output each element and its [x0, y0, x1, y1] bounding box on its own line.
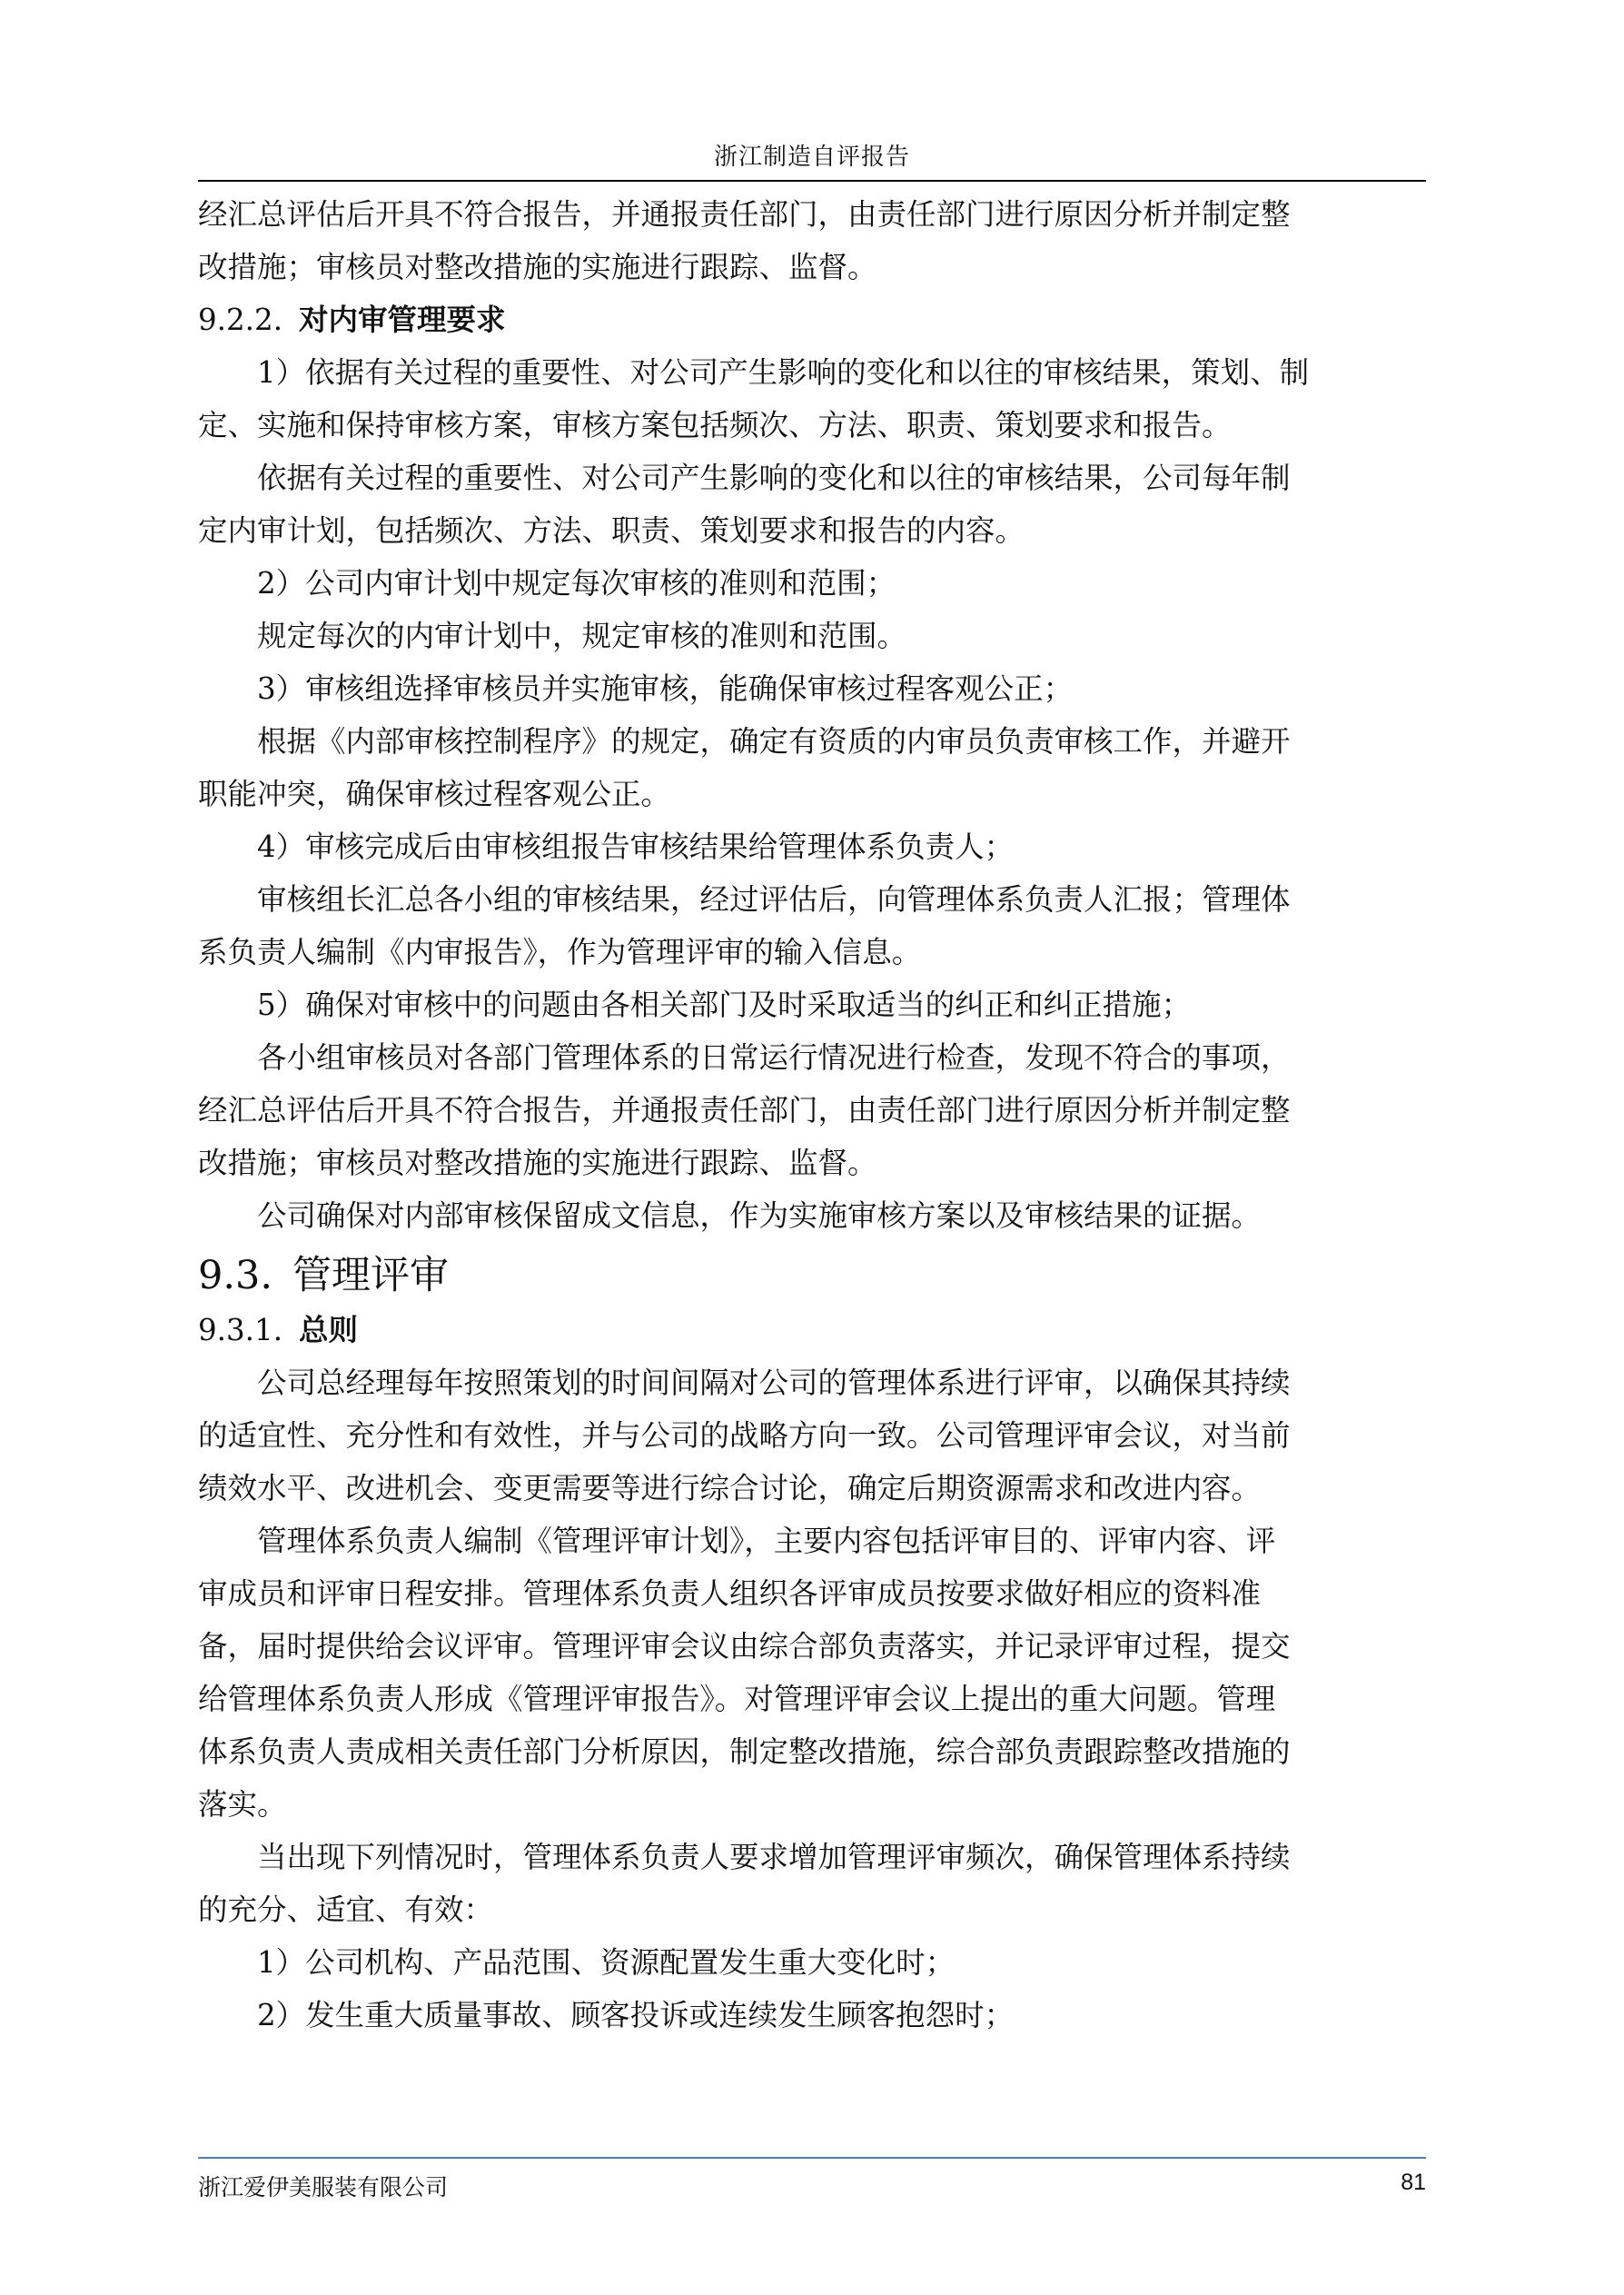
- page-number: 81: [1401, 2170, 1426, 2195]
- paragraph-line: 系负责人编制《内审报告》，作为管理评审的输入信息。: [198, 935, 922, 969]
- paragraph-line: 的充分、适宜、有效：: [198, 1893, 494, 1927]
- paragraph-line: 的适宜性、充分性和有效性，并与公司的战略方向一致。公司管理评审会议，对当前: [198, 1418, 1291, 1453]
- paragraph-line: 定内审计划，包括频次、方法、职责、策划要求和报告的内容。: [198, 513, 1025, 548]
- paragraph-line: 审成员和评审日程安排。管理体系负责人组织各评审成员按要求做好相应的资料准: [198, 1576, 1262, 1611]
- paragraph-line: 经汇总评估后开具不符合报告，并通报责任部门，由责任部门进行原因分析并制定整: [198, 197, 1291, 232]
- page-content: [198, 188, 1433, 2042]
- paragraph-line: 改措施；审核员对整改措施的实施进行跟踪、监督。: [198, 250, 877, 284]
- paragraph-line: 给管理体系负责人形成《管理评审报告》。对管理评审会议上提出的重大问题。管理: [198, 1682, 1276, 1716]
- section-title: 管理评审: [292, 1253, 450, 1298]
- paragraph-line: 绩效水平、改进机会、变更需要等进行综合讨论，确定后期资源需求和改进内容。: [198, 1471, 1262, 1505]
- paragraph-line: 依据有关过程的重要性、对公司产生影响的变化和以往的审核结果，公司每年制: [257, 461, 1291, 495]
- paragraph-line: 体系负责人责成相关责任部门分析原因，制定整改措施，综合部负责跟踪整改措施的: [198, 1734, 1291, 1769]
- footer-company: 浙江爱伊美服装有限公司: [198, 2174, 449, 2201]
- paragraph-line: 1）依据有关过程的重要性、对公司产生影响的变化和以往的审核结果，策划、制: [257, 355, 1310, 390]
- paragraph-line: 经汇总评估后开具不符合报告，并通报责任部门，由责任部门进行原因分析并制定整: [198, 1093, 1291, 1128]
- paragraph-line: 规定每次的内审计划中，规定审核的准则和范围。: [257, 619, 907, 653]
- section-heading-9-2-2: [198, 293, 1433, 346]
- paragraph-line: 根据《内部审核控制程序》的规定，确定有资质的内审员负责审核工作，并避开: [257, 724, 1291, 759]
- paragraph-line: 3）审核组选择审核员并实施审核，能确保审核过程客观公正；: [257, 671, 1074, 706]
- paragraph-line: 5）确保对审核中的问题由各相关部门及时采取适当的纠正和纠正措施；: [257, 988, 1192, 1022]
- section-heading-9-3-1: [198, 1304, 1433, 1356]
- paragraph-line: 2）公司内审计划中规定每次审核的准则和范围；: [257, 566, 896, 601]
- header-divider: [198, 180, 1426, 182]
- section-number: 9.3.: [198, 1253, 273, 1298]
- section-number: 9.2.2.: [198, 303, 283, 337]
- paragraph-line: 当出现下列情况时，管理体系负责人要求增加管理评审频次，确保管理体系持续: [257, 1840, 1291, 1874]
- paragraph-line: 公司确保对内部审核保留成文信息，作为实施审核方案以及审核结果的证据。: [257, 1198, 1262, 1233]
- section-heading-9-3: [198, 1247, 1433, 1304]
- paragraph-line: 1）公司机构、产品范围、资源配置发生重大变化时；: [257, 1945, 956, 1980]
- paragraph-line: 管理体系负责人编制《管理评审计划》，主要内容包括评审目的、评审内容、评: [257, 1524, 1276, 1558]
- paragraph-line: 落实。: [198, 1787, 287, 1822]
- section-number: 9.3.1.: [198, 1313, 283, 1347]
- paragraph-line: 定、实施和保持审核方案，审核方案包括频次、方法、职责、策划要求和报告。: [198, 408, 1232, 442]
- header-title: 浙江制造自评报告: [713, 144, 910, 171]
- paragraph-line: 2）发生重大质量事故、顾客投诉或连续发生顾客抱怨时；: [257, 1998, 1015, 2032]
- paragraph-line: 各小组审核员对各部门管理体系的日常运行情况进行检查，发现不符合的事项，: [257, 1040, 1291, 1075]
- paragraph-line: 职能冲突，确保审核过程客观公正。: [198, 777, 671, 811]
- section-title: 总则: [299, 1313, 359, 1347]
- paragraph-line: 审核组长汇总各小组的审核结果，经过评估后，向管理体系负责人汇报；管理体: [257, 882, 1291, 917]
- paragraph-line: 公司总经理每年按照策划的时间间隔对公司的管理体系进行评审，以确保其持续: [257, 1366, 1291, 1400]
- section-title: 对内审管理要求: [299, 303, 506, 337]
- paragraph-line: 4）审核完成后由审核组报告审核结果给管理体系负责人；: [257, 830, 1015, 864]
- paragraph-line: 备，届时提供给会议评审。管理评审会议由综合部负责落实，并记录评审过程，提交: [198, 1629, 1291, 1664]
- paragraph-line: 改措施；审核员对整改措施的实施进行跟踪、监督。: [198, 1146, 877, 1180]
- footer-divider: [198, 2157, 1426, 2159]
